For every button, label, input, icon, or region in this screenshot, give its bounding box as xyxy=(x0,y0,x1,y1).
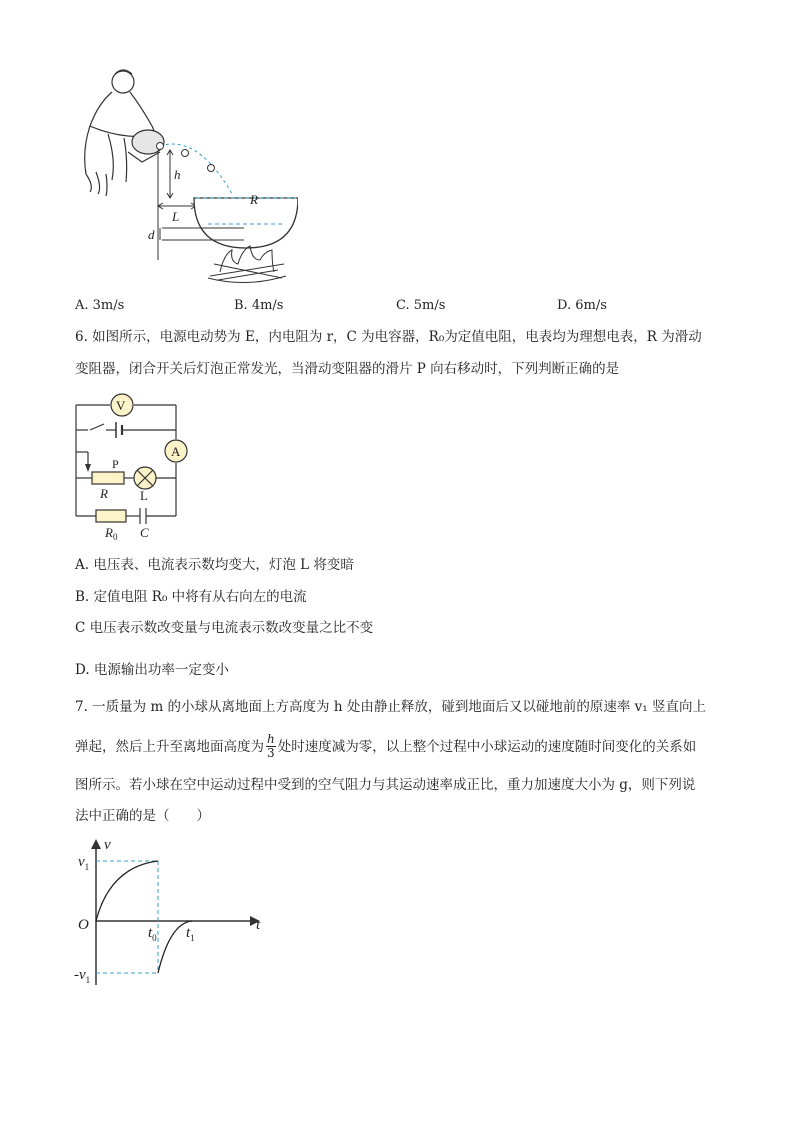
q7-fraction-denominator: 3 xyxy=(267,746,275,760)
q7-fraction xyxy=(266,733,276,760)
q7-fraction-numerator: h xyxy=(267,732,275,746)
rheostat-R xyxy=(92,472,124,484)
t1-label: $t_1$ xyxy=(186,925,195,943)
circuit-diagram xyxy=(68,392,198,542)
ball xyxy=(157,143,164,150)
velocity-time-graph xyxy=(70,835,280,995)
t0-label: $t_0$ xyxy=(148,925,157,943)
resistor-R0 xyxy=(96,510,126,522)
voltmeter-label: V xyxy=(116,398,126,413)
falling-curve xyxy=(96,861,158,921)
ammeter-label: A xyxy=(171,444,181,459)
q6-option-c[interactable]: C 电压表示数改变量与电流表示数改变量之比不变 xyxy=(75,620,374,636)
person-illustration xyxy=(85,70,164,196)
q7-stem-line2-post: 处时速度减为零，以上整个过程中小球运动的速度随时间变化的关系如 xyxy=(277,738,697,755)
resistor-R0-label: $R_0$ xyxy=(105,525,118,542)
rheostat-R-label: R xyxy=(100,486,108,501)
q6-option-a[interactable]: A. 电压表、电流表示数均变大，灯泡 L 将变暗 xyxy=(75,557,354,573)
ball xyxy=(208,165,215,172)
d-label: d xyxy=(148,227,155,242)
q7-stem-line2 xyxy=(75,733,696,760)
q7-stem-line3: 图所示。若小球在空中运动过程中受到的空气阻力与其运动速率成正比，重力加速度大小为 g，则下列说 xyxy=(75,777,696,793)
origin-label: O xyxy=(78,917,89,933)
q5-option-d[interactable]: D. 6m/s xyxy=(557,298,607,313)
q6-stem-line2: 变阻器，闭合开关后灯泡正常发光，当滑动变阻器的滑片 P 向右移动时，下列判断正确的是 xyxy=(75,361,620,377)
fire-illustration xyxy=(208,246,286,283)
q7-stem-line4: 法中正确的是（ ） xyxy=(75,808,210,824)
q5-option-b[interactable]: B. 4m/s xyxy=(234,298,284,313)
q7-stem-line1: 7. 一质量为 m 的小球从离地面上方高度为 h 处由静止释放，碰到地面后又以碰地前的原速率 v₁ 竖直向上 xyxy=(75,699,706,715)
v-axis-label: v xyxy=(104,837,111,853)
slider-P-label: P xyxy=(112,457,119,471)
v1-label: $v_1$ xyxy=(78,854,90,872)
t-axis-label: t xyxy=(256,917,261,933)
q6-stem-line1: 6. 如图所示，电源电动势为 E，内电阻为 r，C 为电容器，R₀为定值电阻，电表均为理想电表，R 为滑动 xyxy=(75,329,702,345)
q5-option-a[interactable]: A. 3m/s xyxy=(75,298,125,313)
neg-v1-label: $-v_1$ xyxy=(74,967,91,985)
R-label: R xyxy=(250,192,258,207)
h-label: h xyxy=(174,167,181,182)
cauldron-figure xyxy=(68,64,298,294)
q7-stem-line2-pre: 弹起，然后上升至离地面高度为 xyxy=(75,738,264,755)
lamp-L-label: L xyxy=(140,488,148,503)
L-label: L xyxy=(172,209,180,224)
q6-option-b[interactable]: B. 定值电阻 R₀ 中将有从右向左的电流 xyxy=(75,589,307,605)
q5-option-c[interactable]: C. 5m/s xyxy=(396,298,446,313)
capacitor-C-label: C xyxy=(140,525,149,540)
q6-option-d[interactable]: D. 电源输出功率一定变小 xyxy=(75,662,229,678)
ball xyxy=(182,150,189,157)
